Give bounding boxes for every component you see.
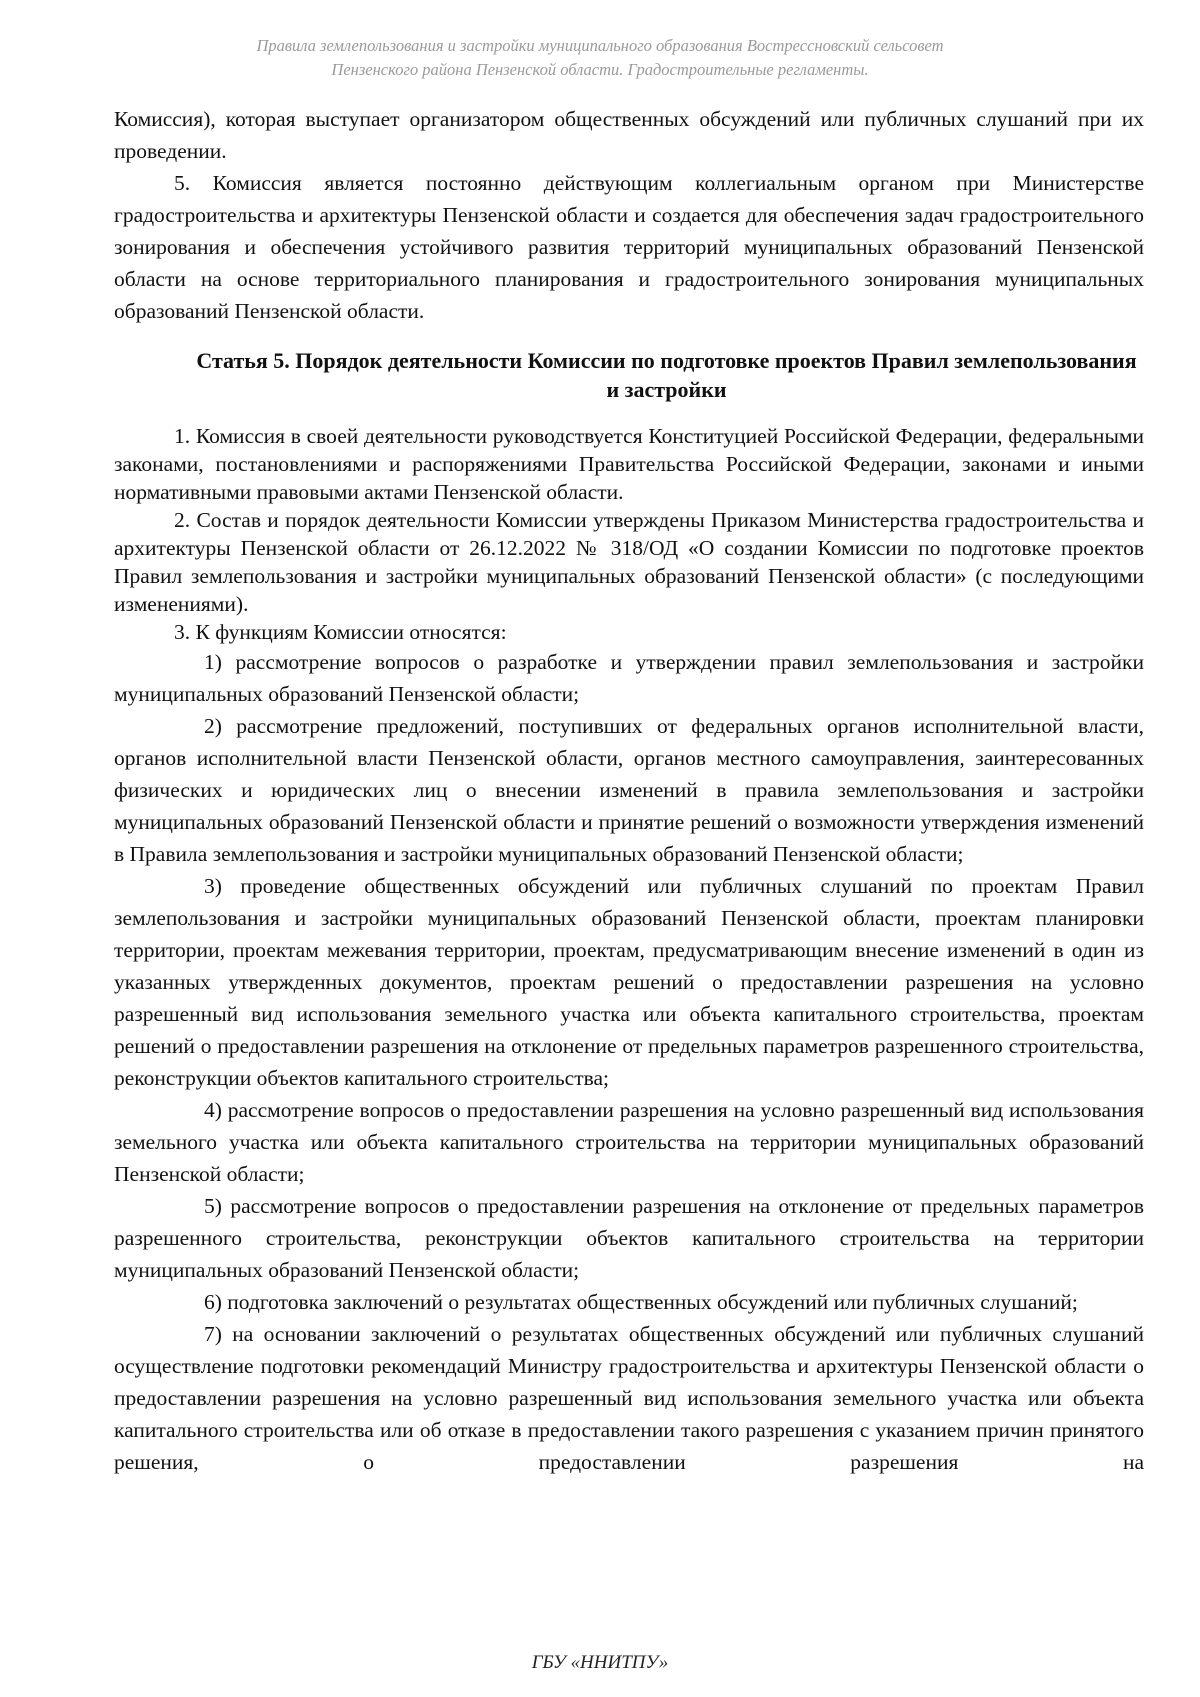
list-item: 6) подготовка заключений о результатах общественных обсуждений или публичных слушаний; bbox=[204, 1290, 1078, 1314]
intro-section bbox=[114, 103, 1144, 327]
header-line-2: Пензенского района Пензенской области. Градостроительные регламенты. bbox=[331, 60, 869, 79]
intro-paragraph-2: 5. Комиссия является постоянно действующим коллегиальным органом при Министерстве градостроительства и архитектуры Пензенской области и создается для обеспечения задач градостроительного зонирования и обеспечения устойчивого развития территорий муниципальных образований Пензенской области на основе территориального планирования и градостроительного зонирования муниципальных образований Пензенской области. bbox=[114, 171, 1144, 323]
list-item: 2) рассмотрение предложений, поступивших от федеральных органов исполнительной власти, органов исполнительной власти Пензенской области, органов местного самоуправления, заинтересованных физических и юридических лиц о внесении изменений в правила землепользования и застройки муниципальных образований Пензенской области и принятие решений о возможности утверждения изменений в Правила землепользования и застройки муниципальных образований Пензенской области; bbox=[114, 714, 1144, 866]
clause-3: 3. К функциям Комиссии относятся: bbox=[174, 620, 507, 644]
clause-2: 2. Состав и порядок деятельности Комиссии утверждены Приказом Министерства градостроительства и архитектуры Пензенской области от 26.12.2022 № 318/ОД «О создании Комиссии по подготовке проектов Правил землепользования и застройки муниципальных образований Пензенской области» (с последующими изменениями). bbox=[114, 508, 1144, 616]
functions-list bbox=[114, 646, 1144, 1318]
clause-1: 1. Комиссия в своей деятельности руководствуется Конституцией Российской Федерации, федеральными законами, постановлениями и распоряжениями Правительства Российской Федерации, законами и иными нормативными правовыми актами Пензенской области. bbox=[114, 424, 1144, 504]
functions-list-continued bbox=[114, 1318, 1144, 1478]
list-item: 3) проведение общественных обсуждений или публичных слушаний по проектам Правил землепользования и застройки муниципальных образований Пензенской области, проектам планировки территории, проектам межевания территории, проектам, предусматривающим внесение изменений в один из указанных утвержденных документов, проектам решений о предоставлении разрешения на условно разрешенный вид использования земельного участка или объекта капитального строительства, проектам решений о предоставлении разрешения на отклонение от предельных параметров разрешенного строительства, реконструкции объектов капитального строительства; bbox=[114, 874, 1144, 1090]
page-footer: ГБУ «ННИТПУ» bbox=[531, 1652, 669, 1673]
list-item: 5) рассмотрение вопросов о предоставлении разрешения на отклонение от предельных параметров разрешенного строительства, реконструкции объектов капитального строительства на территории муниципальных образований Пензенской области; bbox=[114, 1194, 1144, 1282]
article-clauses bbox=[114, 422, 1144, 646]
header-line-1: Правила землепользования и застройки муниципального образования Вострессновский сельсовет bbox=[256, 36, 944, 55]
running-header bbox=[150, 34, 1050, 82]
list-item: 1) рассмотрение вопросов о разработке и утверждении правил землепользования и застройки муниципальных образований Пензенской области; bbox=[114, 650, 1144, 706]
document-body bbox=[114, 103, 1144, 1478]
list-item: 7) на основании заключений о результатах общественных обсуждений или публичных слушаний осуществление подготовки рекомендаций Министру градостроительства и архитектуры Пензенской области о предоставлении разрешения на условно разрешенный вид использования земельного участка или объекта капитального строительства или об отказе в предоставлении такого разрешения с указанием причин принятого решения, о предоставлении разрешения на bbox=[114, 1322, 1144, 1474]
list-item: 4) рассмотрение вопросов о предоставлении разрешения на условно разрешенный вид использования земельного участка или объекта капитального строительства на территории муниципальных образований Пензенской области; bbox=[114, 1098, 1144, 1186]
intro-paragraph-1: Комиссия), которая выступает организатором общественных обсуждений или публичных слушаний при их проведении. bbox=[114, 107, 1144, 163]
article-title: Статья 5. Порядок деятельности Комиссии по подготовке проектов Правил землепользования и застройки bbox=[196, 348, 1137, 402]
